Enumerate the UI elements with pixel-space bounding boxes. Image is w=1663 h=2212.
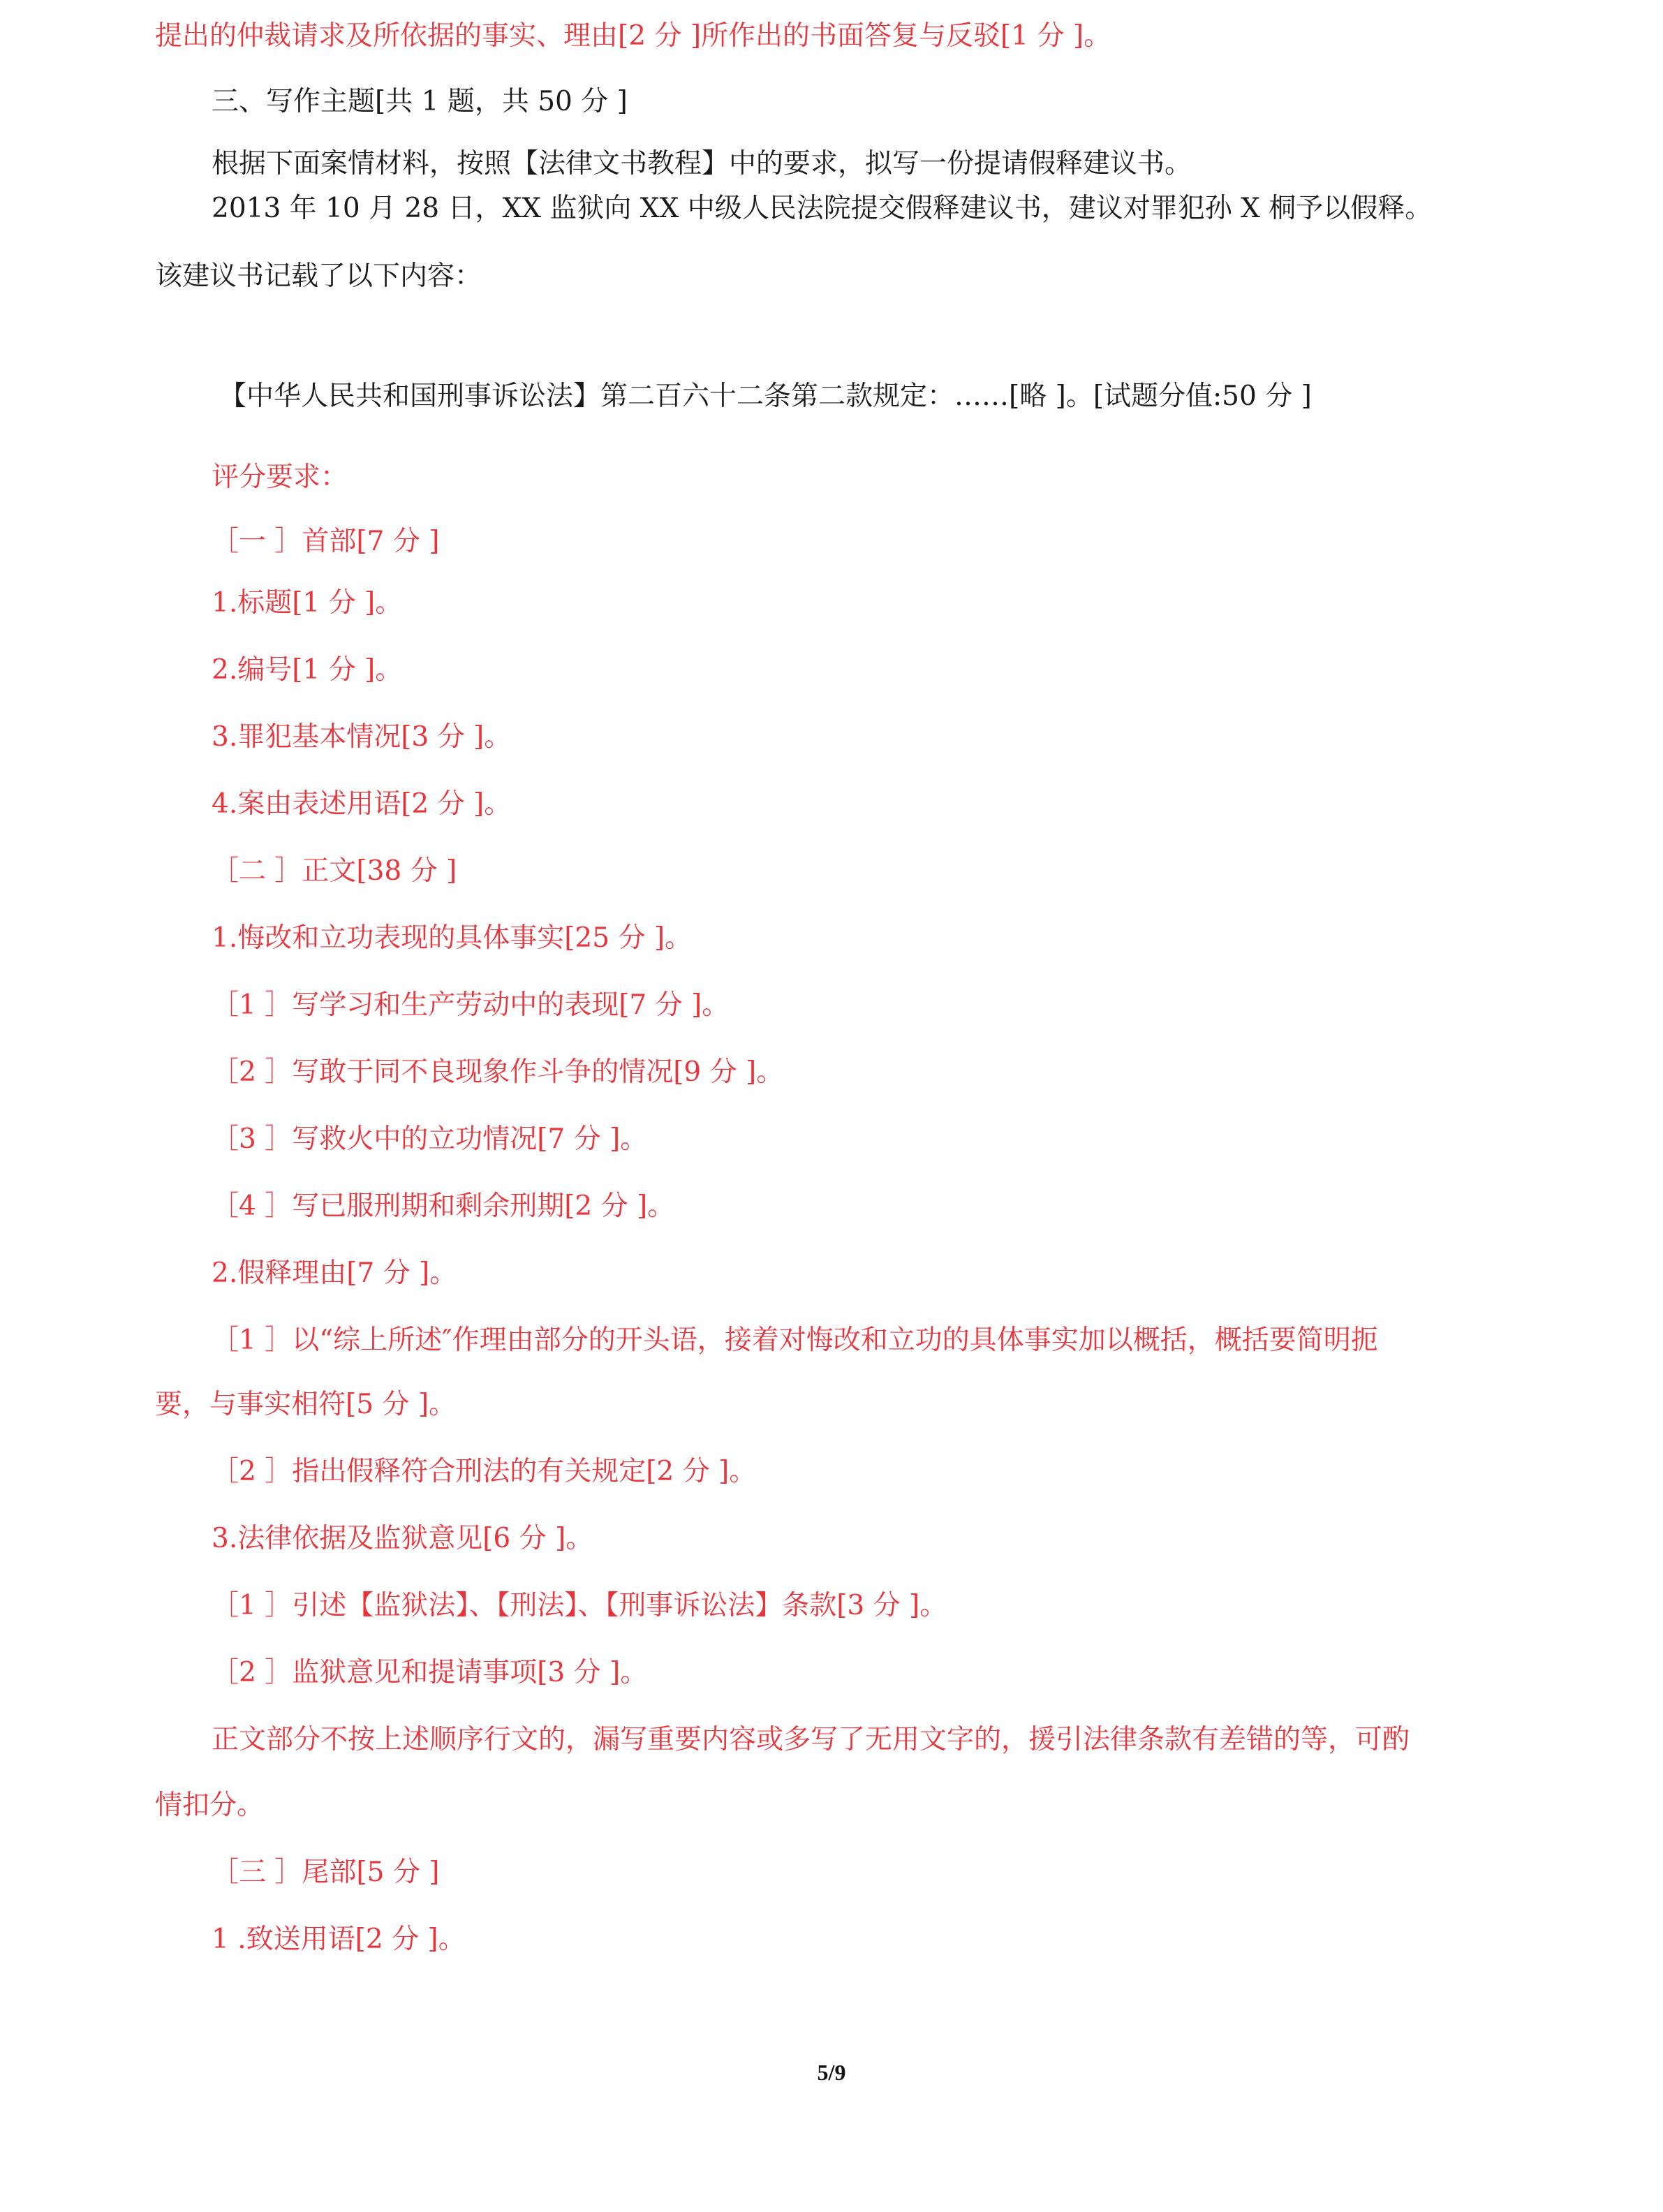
text-line: 2013 年 10 月 28 日，XX 监狱向 XX 中级人民法院提交假释建议书，建议对罪犯孙 X 桐予以假释。 — [212, 193, 1433, 224]
text-line: 正文部分不按上述顺序行文的，漏写重要内容或多写了无用文字的，援引法律条款有差错的等，可酌 — [212, 1724, 1410, 1755]
text-line: ［2 ］监狱意见和提请事项[3 分 ]。 — [212, 1657, 648, 1688]
text-line: 2.编号[1 分 ]。 — [212, 654, 403, 686]
text-line: 该建议书记载了以下内容： — [155, 260, 482, 292]
text-line: 评分要求： — [212, 462, 348, 493]
text-line: ［二 ］正文[38 分 ] — [212, 855, 457, 887]
text-line: ［2 ］写敢于同不良现象作斗争的情况[9 分 ]。 — [212, 1056, 784, 1088]
section-heading: 三、写作主题[共 1 题，共 50 分 ] — [212, 86, 628, 117]
text-line: ［3 ］写救火中的立功情况[7 分 ]。 — [212, 1123, 648, 1155]
text-line: 2.假释理由[7 分 ]。 — [212, 1258, 457, 1289]
text-line: 1.标题[1 分 ]。 — [212, 587, 403, 619]
text-line: 情扣分。 — [155, 1790, 265, 1821]
text-line: ［4 ］写已服刑期和剩余刑期[2 分 ]。 — [212, 1190, 675, 1222]
page-number: 5/9 — [817, 2060, 846, 2085]
text-line: 根据下面案情材料，按照【法律文书教程】中的要求，拟写一份提请假释建议书。 — [212, 148, 1192, 179]
text-line: ［1 ］以“综上所述″作理由部分的开头语，接着对悔改和立功的具体事实加以概括，概括要简明扼 — [212, 1325, 1378, 1356]
text-line: 【中华人民共和国刑事诉讼法】第二百六十二条第二款规定：……[略 ]。[试题分值:50 分 ] — [219, 381, 1312, 412]
text-line: 3.罪犯基本情况[3 分 ]。 — [212, 721, 512, 753]
text-line: 1 .致送用语[2 分 ]。 — [212, 1924, 466, 1955]
text-line: 要，与事实相符[5 分 ]。 — [155, 1389, 457, 1420]
text-line: ［2 ］指出假释符合刑法的有关规定[2 分 ]。 — [212, 1456, 757, 1487]
text-line: ［三 ］尾部[5 分 ] — [212, 1857, 440, 1888]
text-line: 1.悔改和立功表现的具体事实[25 分 ]。 — [212, 922, 693, 954]
text-line: 3.法律依据及监狱意见[6 分 ]。 — [212, 1523, 593, 1554]
text-line: ［1 ］引述【监狱法】、【刑法】、【刑事诉讼法】条款[3 分 ]。 — [212, 1590, 947, 1621]
text-line: ［一 ］首部[7 分 ] — [212, 526, 440, 557]
text-line: 4.案由表述用语[2 分 ]。 — [212, 788, 512, 820]
text-line: ［1 ］写学习和生产劳动中的表现[7 分 ]。 — [212, 989, 730, 1021]
text-line: 提出的仲裁请求及所依据的事实、理由[2 分 ]所作出的书面答复与反驳[1 分 ]。 — [155, 20, 1111, 52]
